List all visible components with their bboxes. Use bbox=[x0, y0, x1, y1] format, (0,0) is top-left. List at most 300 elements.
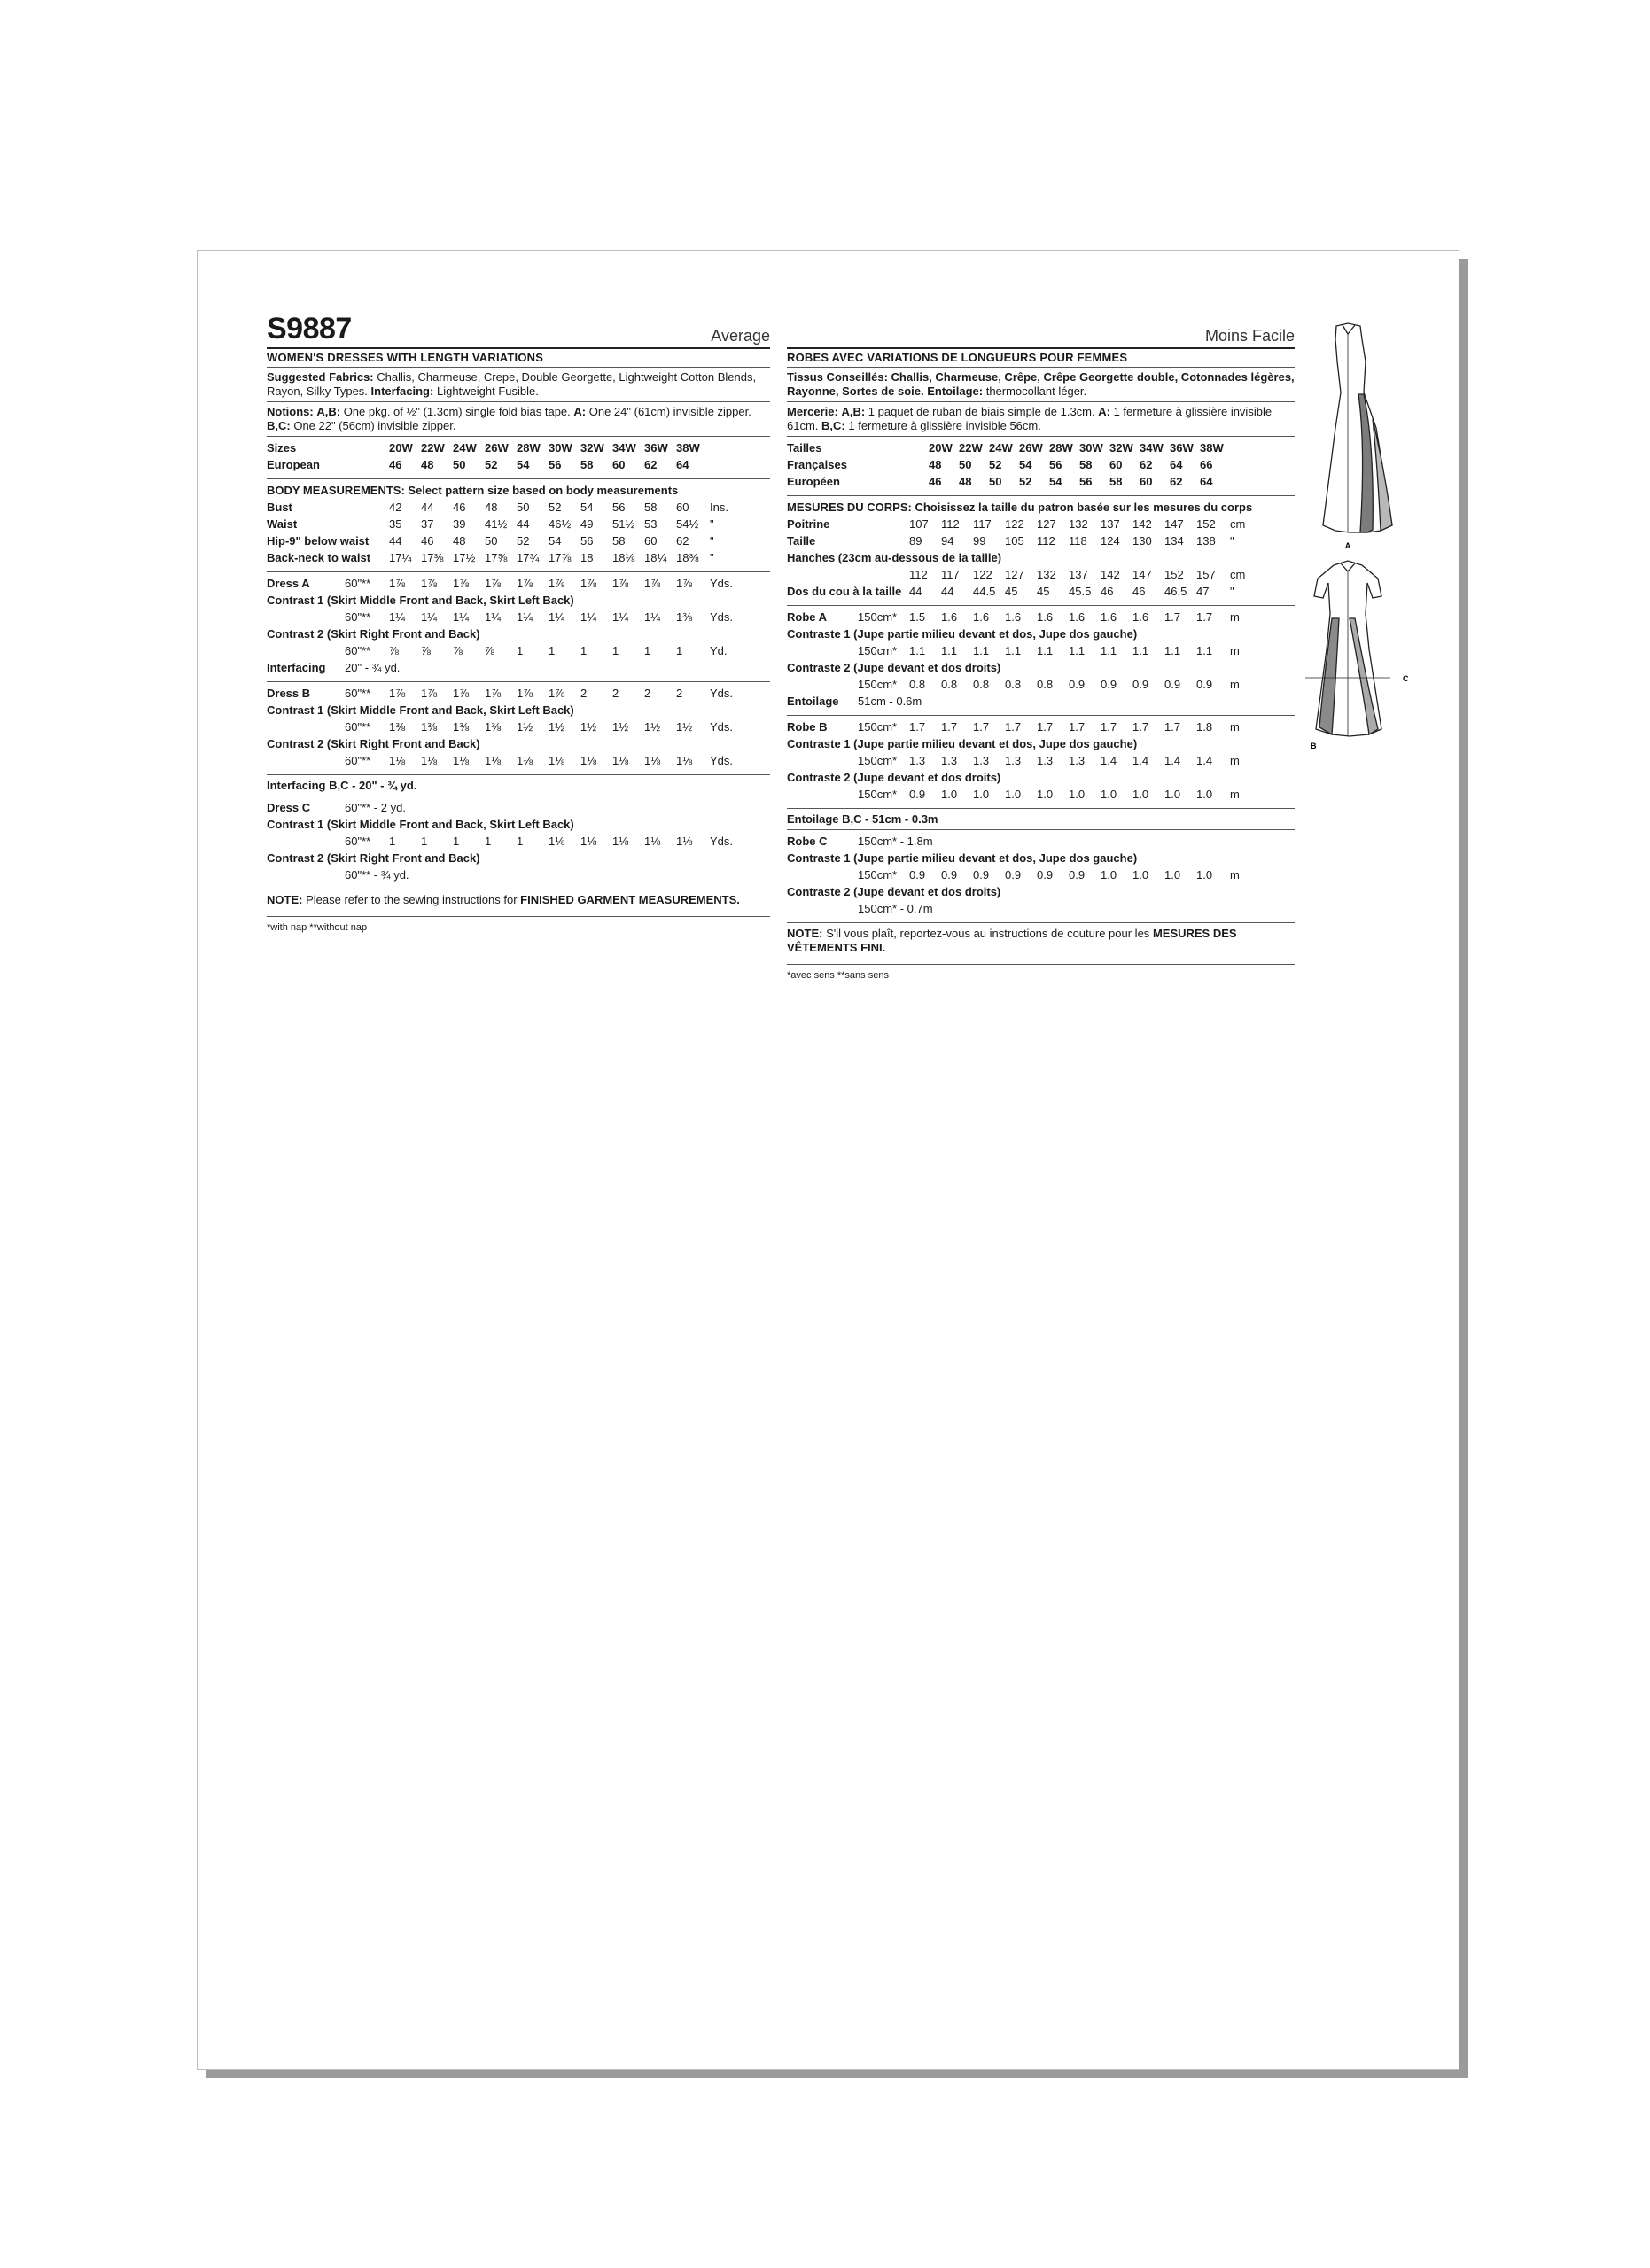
value-cell: 142 bbox=[1101, 568, 1120, 581]
value-cell: 117 bbox=[973, 517, 992, 531]
contrast-1-row bbox=[787, 642, 1295, 659]
value-cell: 1⅞ bbox=[549, 687, 565, 700]
size-cell: 24W bbox=[453, 441, 477, 454]
value-cell: 60 bbox=[644, 534, 658, 548]
contrast-1-heading: Contraste 1 (Jupe partie milieu devant et dos, Jupe dos gauche) bbox=[787, 737, 1138, 750]
value-cell: 1 bbox=[644, 644, 651, 657]
value-cell: ⅞ bbox=[421, 644, 431, 657]
value-cell: 1.4 bbox=[1196, 754, 1213, 767]
value-cell: 41½ bbox=[485, 517, 508, 531]
value-cell: 130 bbox=[1132, 534, 1152, 548]
notions-a-label: A: bbox=[1098, 405, 1110, 418]
unit-cell: m bbox=[1230, 678, 1240, 691]
value-cell: 1.7 bbox=[1005, 720, 1022, 734]
value-cell: 1 bbox=[580, 644, 588, 657]
unit-cell: Yds. bbox=[710, 610, 734, 624]
value-cell: 1.7 bbox=[1164, 610, 1181, 624]
value-cell: 1½ bbox=[644, 720, 661, 734]
unit-cell: m bbox=[1230, 644, 1240, 657]
value-cell: 56 bbox=[580, 534, 594, 548]
value-cell: 0.9 bbox=[1196, 678, 1213, 691]
value-cell: 17⅞ bbox=[549, 551, 572, 564]
value-cell: 1⅞ bbox=[517, 687, 533, 700]
value-cell: 1.0 bbox=[1069, 788, 1086, 801]
hanches-heading-row bbox=[787, 549, 1295, 566]
contrast-2-heading: Contrast 2 (Skirt Right Front and Back) bbox=[267, 737, 480, 750]
value-cell: 0.9 bbox=[973, 868, 990, 882]
robe-c-amount: 150cm* - 1.8m bbox=[858, 835, 933, 848]
value-cell: 1.0 bbox=[941, 788, 958, 801]
value-cell: 44 bbox=[421, 501, 434, 514]
taille-row bbox=[787, 532, 1295, 549]
size-cell: 26W bbox=[485, 441, 509, 454]
difficulty-level: Moins Facile bbox=[1204, 327, 1295, 345]
value-cell: 1¼ bbox=[389, 610, 406, 624]
european-cell: 64 bbox=[676, 458, 689, 471]
value-cell: 2 bbox=[612, 687, 619, 700]
dress-a-section bbox=[267, 572, 770, 682]
unit-cell: Yds. bbox=[710, 687, 734, 700]
value-cell: 1.6 bbox=[1132, 610, 1149, 624]
value-cell: 44.5 bbox=[973, 585, 996, 598]
contrast-2-row bbox=[787, 786, 1295, 803]
value-cell: 35 bbox=[389, 517, 402, 531]
unit-cell: " bbox=[710, 534, 714, 548]
note bbox=[787, 923, 1295, 965]
notions-block bbox=[267, 402, 770, 437]
unit-cell: " bbox=[1230, 585, 1234, 598]
robe-a-table bbox=[787, 609, 1295, 710]
poitrine-row bbox=[787, 516, 1295, 532]
contrast-1-heading: Contrast 1 (Skirt Middle Front and Back, Skirt Left Back) bbox=[267, 594, 574, 607]
value-cell: 1.1 bbox=[1037, 644, 1054, 657]
row-label: Poitrine bbox=[787, 517, 830, 531]
dress-c-section bbox=[267, 796, 770, 889]
european-cell: 50 bbox=[989, 475, 1002, 488]
value-cell: 1.1 bbox=[941, 644, 958, 657]
size-cell: 22W bbox=[421, 441, 445, 454]
unit-cell: " bbox=[710, 517, 714, 531]
sizes-row bbox=[267, 439, 770, 456]
value-cell: 1⅛ bbox=[612, 835, 629, 848]
value-cell: 1.6 bbox=[1069, 610, 1086, 624]
robe-c-table bbox=[787, 833, 1295, 917]
value-cell: 1.7 bbox=[1164, 720, 1181, 734]
european-row bbox=[267, 456, 770, 473]
contrast-2-row bbox=[267, 866, 770, 883]
interfacing-bc-section bbox=[267, 775, 770, 796]
european-cell: 54 bbox=[517, 458, 530, 471]
francaises-cell: 54 bbox=[1019, 458, 1032, 471]
interfacing-bc-section bbox=[787, 809, 1295, 830]
value-cell: 1⅛ bbox=[453, 754, 470, 767]
european-label: European bbox=[267, 458, 320, 471]
figure-label-a: A bbox=[1344, 541, 1351, 550]
value-cell: 2 bbox=[676, 687, 683, 700]
value-cell: 1.7 bbox=[1069, 720, 1086, 734]
interfacing-bc-text: Entoilage B,C - 51cm - 0.3m bbox=[787, 812, 938, 826]
hip-row bbox=[267, 532, 770, 549]
value-cell: 1⅜ bbox=[676, 610, 693, 624]
value-cell: 17¼ bbox=[389, 551, 412, 564]
european-cell: 52 bbox=[1019, 475, 1032, 488]
francaises-cell: 48 bbox=[929, 458, 942, 471]
european-cell: 52 bbox=[485, 458, 498, 471]
value-cell: 1⅜ bbox=[389, 720, 406, 734]
fabric-width: 60"** bbox=[345, 754, 371, 767]
body-measurements-heading: BODY MEASUREMENTS: Select pattern size based on body measurements bbox=[267, 484, 679, 497]
value-cell: 54½ bbox=[676, 517, 699, 531]
note-text: Please refer to the sewing instructions for bbox=[306, 893, 518, 906]
value-cell: 1.6 bbox=[1101, 610, 1117, 624]
value-cell: 112 bbox=[1037, 534, 1055, 548]
dress-c-amount: 60"** - 2 yd. bbox=[345, 801, 406, 814]
value-cell: 1.7 bbox=[909, 720, 926, 734]
european-cell: 50 bbox=[453, 458, 466, 471]
waist-row bbox=[267, 516, 770, 532]
fabric-width: 150cm* bbox=[858, 720, 898, 734]
unit-cell: m bbox=[1230, 754, 1240, 767]
value-cell: 1¼ bbox=[549, 610, 565, 624]
sizes-row bbox=[787, 439, 1295, 456]
notions-bc-text: One 22" (56cm) invisible zipper. bbox=[293, 419, 456, 432]
contrast-1-row bbox=[267, 718, 770, 735]
size-cell: 34W bbox=[612, 441, 636, 454]
value-cell: 1 bbox=[517, 835, 524, 848]
value-cell: 18 bbox=[580, 551, 594, 564]
contrast-1-heading: Contraste 1 (Jupe partie milieu devant et dos, Jupe dos gauche) bbox=[787, 627, 1138, 641]
value-cell: 0.8 bbox=[1005, 678, 1022, 691]
contrast-heading-row bbox=[787, 769, 1295, 786]
value-cell: 122 bbox=[1005, 517, 1024, 531]
european-cell: 58 bbox=[1109, 475, 1123, 488]
value-cell: 0.9 bbox=[1005, 868, 1022, 882]
french-column bbox=[787, 317, 1295, 981]
fabric-width: 60"** bbox=[345, 687, 371, 700]
value-cell: 0.9 bbox=[909, 788, 926, 801]
pattern-title: ROBES AVEC VARIATIONS DE LONGUEURS POUR FEMMES bbox=[787, 349, 1295, 368]
hanches-row bbox=[787, 566, 1295, 583]
notions-bc-label: B,C: bbox=[821, 419, 845, 432]
value-cell: 1.1 bbox=[1069, 644, 1086, 657]
contrast-heading-row bbox=[267, 735, 770, 752]
value-cell: 39 bbox=[453, 517, 466, 531]
dress-drawings-svg bbox=[1296, 313, 1447, 773]
value-cell: 1½ bbox=[676, 720, 693, 734]
row-label: Interfacing bbox=[267, 661, 326, 674]
notions-bc-text: 1 fermeture à glissière invisible 56cm. bbox=[848, 419, 1041, 432]
value-cell: 137 bbox=[1101, 517, 1120, 531]
row-label: Dos du cou à la taille bbox=[787, 585, 902, 598]
value-cell: 51½ bbox=[612, 517, 635, 531]
body-measurements-section bbox=[787, 496, 1295, 606]
value-cell: 1.3 bbox=[909, 754, 926, 767]
sizes-section bbox=[787, 437, 1295, 496]
fabrics-label: Tissus Conseillés: bbox=[787, 370, 888, 384]
value-cell: 1.0 bbox=[1132, 788, 1149, 801]
value-cell: 1⅜ bbox=[453, 720, 470, 734]
value-cell: 1 bbox=[517, 644, 524, 657]
value-cell: 1.3 bbox=[973, 754, 990, 767]
european-cell: 62 bbox=[644, 458, 658, 471]
notions-label: Mercerie: bbox=[787, 405, 838, 418]
dress-c-row bbox=[267, 799, 770, 816]
value-cell: 147 bbox=[1164, 517, 1184, 531]
value-cell: 45 bbox=[1037, 585, 1050, 598]
value-cell: 46 bbox=[453, 501, 466, 514]
francaises-cell: 60 bbox=[1109, 458, 1123, 471]
value-cell: 99 bbox=[973, 534, 986, 548]
value-cell: 1¼ bbox=[644, 610, 661, 624]
value-cell: 1⅞ bbox=[644, 577, 661, 590]
francaises-cell: 50 bbox=[959, 458, 972, 471]
sizes-table bbox=[267, 439, 770, 473]
value-cell: ⅞ bbox=[453, 644, 463, 657]
european-cell: 56 bbox=[549, 458, 562, 471]
value-cell: 1⅞ bbox=[549, 577, 565, 590]
unit-cell: Yds. bbox=[710, 835, 734, 848]
value-cell: 1⅜ bbox=[485, 720, 502, 734]
value-cell: 1.3 bbox=[1005, 754, 1022, 767]
value-cell: 1⅞ bbox=[421, 577, 438, 590]
value-cell: 94 bbox=[941, 534, 954, 548]
value-cell: 50 bbox=[485, 534, 498, 548]
contrast-heading-row bbox=[267, 592, 770, 609]
francaises-cell: 64 bbox=[1170, 458, 1183, 471]
value-cell: 1.1 bbox=[1164, 644, 1181, 657]
value-cell: 1¼ bbox=[485, 610, 502, 624]
value-cell: 157 bbox=[1196, 568, 1216, 581]
value-cell: 54 bbox=[580, 501, 594, 514]
value-cell: 1¼ bbox=[517, 610, 533, 624]
notions-a-text: 1 fermeture à glissière invisible 61cm. bbox=[787, 405, 1273, 432]
contrast-heading-row bbox=[267, 816, 770, 833]
figure-label-c: C bbox=[1403, 674, 1409, 683]
row-label: Robe B bbox=[787, 720, 828, 734]
value-cell: 112 bbox=[909, 568, 928, 581]
notions-ab-text: One pkg. of ½" (1.3cm) single fold bias tape. bbox=[343, 405, 571, 418]
value-cell: 0.9 bbox=[1164, 678, 1181, 691]
value-cell: 1.0 bbox=[1101, 788, 1117, 801]
value-cell: 1.6 bbox=[941, 610, 958, 624]
contrast-2-heading: Contrast 2 (Skirt Right Front and Back) bbox=[267, 627, 480, 641]
size-cell: 36W bbox=[1170, 441, 1194, 454]
contrast-heading-row bbox=[787, 850, 1295, 866]
body-measurements-table bbox=[267, 499, 770, 566]
value-cell: 0.9 bbox=[1101, 678, 1117, 691]
unit-cell: Yd. bbox=[710, 644, 728, 657]
value-cell: 1⅞ bbox=[389, 687, 406, 700]
row-label: Robe A bbox=[787, 610, 828, 624]
value-cell: 1⅛ bbox=[580, 835, 597, 848]
value-cell: 1⅛ bbox=[676, 754, 693, 767]
value-cell: 58 bbox=[612, 534, 626, 548]
value-cell: 1⅞ bbox=[517, 577, 533, 590]
value-cell: 0.9 bbox=[941, 868, 958, 882]
fabrics-text: Challis, Charmeuse, Crepe, Double Georgette, Lightweight Cotton Blends, Rayon, Silky Types. bbox=[267, 370, 757, 398]
value-cell: 0.8 bbox=[1037, 678, 1054, 691]
contrast-heading-row bbox=[787, 883, 1295, 900]
value-cell: 1⅞ bbox=[453, 577, 470, 590]
robe-c-section bbox=[787, 830, 1295, 923]
robe-b-row bbox=[787, 718, 1295, 735]
row-label: Dress A bbox=[267, 577, 310, 590]
sizes-label: Tailles bbox=[787, 441, 822, 454]
notions-a-label: A: bbox=[573, 405, 587, 418]
size-cell: 20W bbox=[389, 441, 413, 454]
value-cell: 1½ bbox=[612, 720, 629, 734]
contrast-2-heading: Contraste 2 (Jupe devant et dos droits) bbox=[787, 771, 1001, 784]
size-cell: 32W bbox=[580, 441, 604, 454]
value-cell: 1.1 bbox=[909, 644, 926, 657]
unit-cell: cm bbox=[1230, 517, 1246, 531]
value-cell: 0.9 bbox=[1132, 678, 1149, 691]
value-cell: 152 bbox=[1164, 568, 1184, 581]
size-cell: 24W bbox=[989, 441, 1013, 454]
fabric-width: 150cm* bbox=[858, 754, 898, 767]
value-cell: 53 bbox=[644, 517, 658, 531]
robe-a-section bbox=[787, 606, 1295, 716]
fabric-width: 60"** bbox=[345, 577, 371, 590]
value-cell: 46.5 bbox=[1164, 585, 1187, 598]
note-bold: FINISHED GARMENT MEASUREMENTS. bbox=[520, 893, 740, 906]
value-cell: 1⅛ bbox=[485, 754, 502, 767]
value-cell: 1.3 bbox=[941, 754, 958, 767]
value-cell: 18⅜ bbox=[676, 551, 699, 564]
unit-cell: Yds. bbox=[710, 720, 734, 734]
value-cell: 45.5 bbox=[1069, 585, 1092, 598]
contrast-1-row bbox=[267, 609, 770, 625]
value-cell: 1.7 bbox=[1132, 720, 1149, 734]
fabrics-label: Suggested Fabrics: bbox=[267, 370, 374, 384]
contrast-2-amount: 60"** - ¾ yd. bbox=[345, 868, 409, 882]
value-cell: 1.1 bbox=[1005, 644, 1022, 657]
fabric-width: 150cm* bbox=[858, 868, 898, 882]
european-cell: 58 bbox=[580, 458, 594, 471]
size-cell: 30W bbox=[1079, 441, 1103, 454]
unit-cell: m bbox=[1230, 720, 1240, 734]
pattern-envelope-back bbox=[197, 250, 1459, 2070]
francaises-cell: 62 bbox=[1140, 458, 1153, 471]
european-cell: 48 bbox=[421, 458, 434, 471]
value-cell: 1⅛ bbox=[549, 754, 565, 767]
contrast-2-row bbox=[267, 642, 770, 659]
value-cell: 44 bbox=[517, 517, 530, 531]
dress-a-drawing bbox=[1323, 323, 1392, 532]
value-cell: 1.6 bbox=[973, 610, 990, 624]
row-label: Back-neck to waist bbox=[267, 551, 371, 564]
european-cell: 60 bbox=[1140, 475, 1153, 488]
interfacing-amount: 20" - ¾ yd. bbox=[345, 661, 401, 674]
fabric-width: 150cm* bbox=[858, 610, 898, 624]
unit-cell: m bbox=[1230, 610, 1240, 624]
fabric-width: 150cm* bbox=[858, 788, 898, 801]
value-cell: 134 bbox=[1164, 534, 1184, 548]
note-text: S'il vous plaît, reportez-vous au instructions de couture pour les bbox=[826, 927, 1150, 940]
value-cell: 17¾ bbox=[517, 551, 540, 564]
size-cell: 32W bbox=[1109, 441, 1133, 454]
body-measurements-heading: MESURES DU CORPS: Choisissez la taille du patron basée sur les mesures du corps bbox=[787, 501, 1253, 514]
notions-a-text: One 24" (61cm) invisible zipper. bbox=[588, 405, 751, 418]
value-cell: 0.8 bbox=[909, 678, 926, 691]
european-cell: 46 bbox=[389, 458, 402, 471]
value-cell: 56 bbox=[612, 501, 626, 514]
interfacing-amount: 51cm - 0.6m bbox=[858, 695, 922, 708]
value-cell: 1.0 bbox=[1005, 788, 1022, 801]
value-cell: 1⅛ bbox=[421, 754, 438, 767]
fabric-width: 60"** bbox=[345, 610, 371, 624]
value-cell: 0.9 bbox=[1037, 868, 1054, 882]
contrast-heading-row bbox=[787, 735, 1295, 752]
interfacing-text: Lightweight Fusible. bbox=[436, 384, 539, 398]
fabrics-block bbox=[267, 368, 770, 402]
value-cell: 52 bbox=[517, 534, 530, 548]
value-cell: 1.4 bbox=[1101, 754, 1117, 767]
contrast-heading-row bbox=[787, 659, 1295, 676]
value-cell: 1⅞ bbox=[421, 687, 438, 700]
value-cell: 1.8 bbox=[1196, 720, 1213, 734]
dress-b-c-drawing bbox=[1305, 561, 1390, 736]
value-cell: 1 bbox=[421, 835, 428, 848]
interfacing-text: thermocollant léger. bbox=[985, 384, 1087, 398]
value-cell: 0.8 bbox=[973, 678, 990, 691]
european-cell: 56 bbox=[1079, 475, 1093, 488]
contrast-heading-row bbox=[267, 702, 770, 718]
value-cell: 137 bbox=[1069, 568, 1088, 581]
fabric-width: 60"** bbox=[345, 835, 371, 848]
row-label: Waist bbox=[267, 517, 298, 531]
fabrics-text: Challis, Charmeuse, Crêpe, Crêpe Georgette double, Cotonnades légères, Rayonne, Sortes de soie. bbox=[787, 370, 1295, 398]
value-cell: ⅞ bbox=[485, 644, 494, 657]
value-cell: 132 bbox=[1037, 568, 1056, 581]
value-cell: 1⅞ bbox=[389, 577, 406, 590]
figure-label-b: B bbox=[1311, 742, 1317, 750]
francaises-cell: 56 bbox=[1049, 458, 1062, 471]
value-cell: 1.4 bbox=[1164, 754, 1181, 767]
value-cell: 1.7 bbox=[1101, 720, 1117, 734]
notions-ab-text: 1 paquet de ruban de biais simple de 1.3cm. bbox=[868, 405, 1095, 418]
value-cell: 1.0 bbox=[1196, 868, 1213, 882]
european-cell: 48 bbox=[959, 475, 972, 488]
value-cell: 1¼ bbox=[612, 610, 629, 624]
footnote: *with nap **without nap bbox=[267, 922, 368, 933]
difficulty-level: Average bbox=[711, 327, 770, 345]
value-cell: 1 bbox=[389, 835, 396, 848]
value-cell: 45 bbox=[1005, 585, 1018, 598]
value-cell: 54 bbox=[549, 534, 562, 548]
value-cell: 2 bbox=[644, 687, 651, 700]
contrast-2-heading: Contraste 2 (Jupe devant et dos droits) bbox=[787, 885, 1001, 898]
sizes-section bbox=[267, 437, 770, 479]
value-cell: 1⅛ bbox=[389, 754, 406, 767]
value-cell: 17½ bbox=[453, 551, 476, 564]
size-cell: 22W bbox=[959, 441, 983, 454]
value-cell: 1⅞ bbox=[485, 577, 502, 590]
value-cell: 1.1 bbox=[973, 644, 990, 657]
value-cell: 1⅛ bbox=[644, 835, 661, 848]
value-cell: 112 bbox=[941, 517, 960, 531]
value-cell: 107 bbox=[909, 517, 929, 531]
size-cell: 38W bbox=[676, 441, 700, 454]
value-cell: 1⅛ bbox=[676, 835, 693, 848]
pattern-title: WOMEN'S DRESSES WITH LENGTH VARIATIONS bbox=[267, 349, 770, 368]
value-cell: 1.7 bbox=[1196, 610, 1213, 624]
value-cell: 17⅜ bbox=[421, 551, 444, 564]
value-cell: 44 bbox=[389, 534, 402, 548]
european-row bbox=[787, 473, 1295, 490]
value-cell: 1½ bbox=[580, 720, 597, 734]
dress-b-row bbox=[267, 685, 770, 702]
